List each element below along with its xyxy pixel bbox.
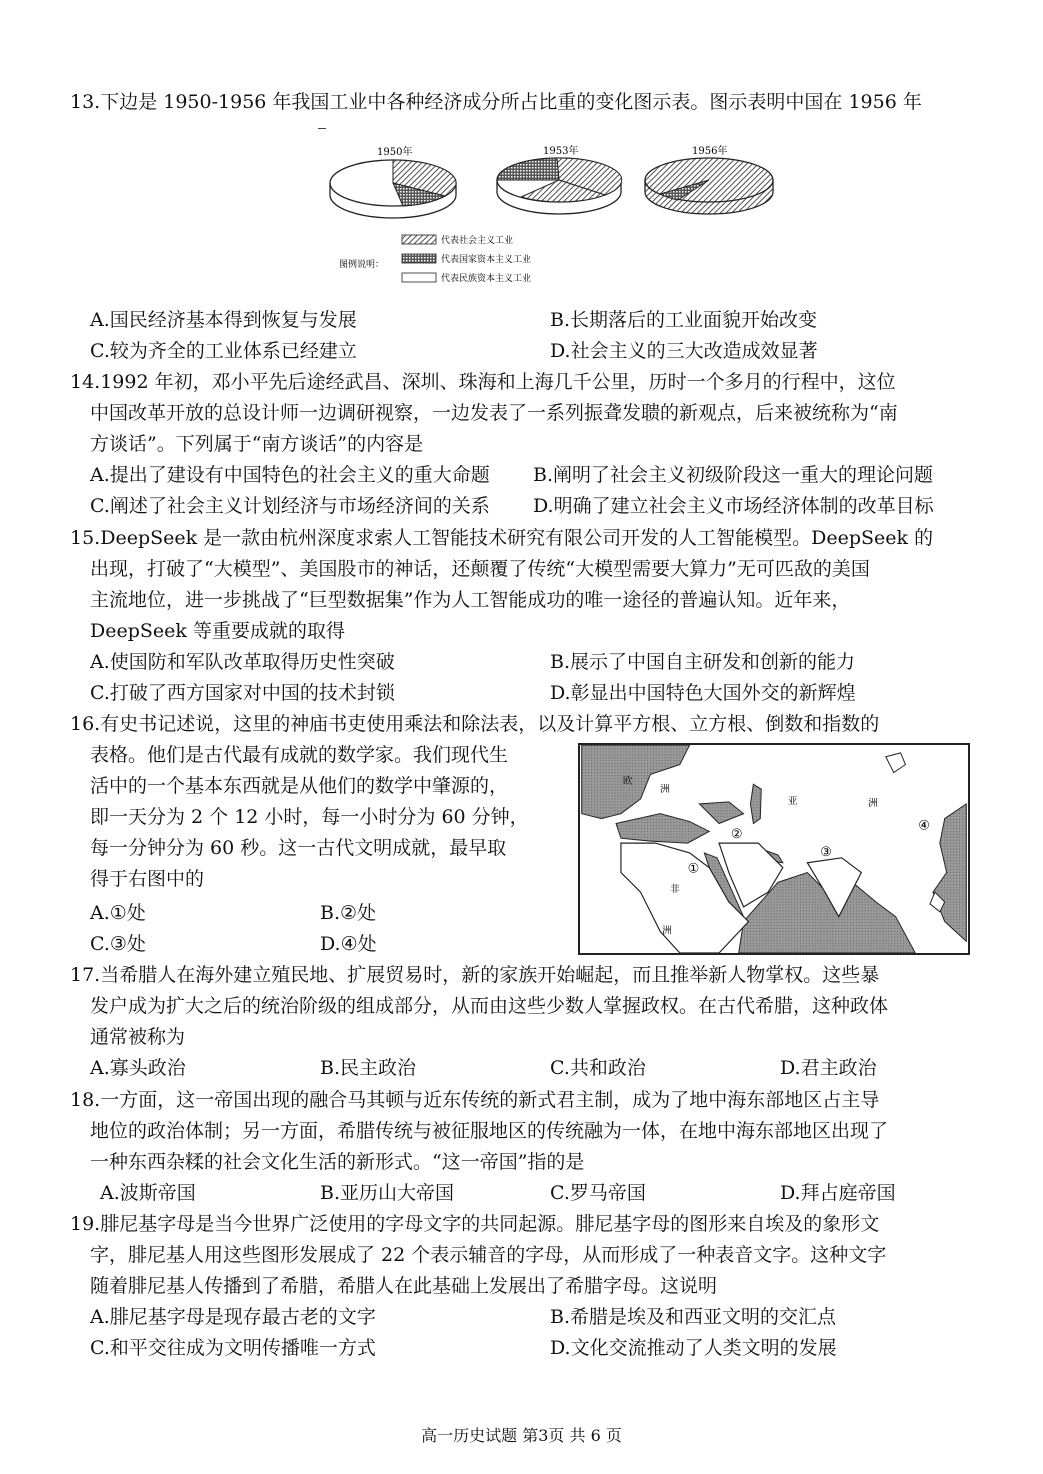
q17-stem-line: 17.当希腊人在海外建立殖民地、扩展贸易时，新的家族开始崛起，而且推举新人物掌权。这些暴 bbox=[70, 964, 880, 986]
q19-option-c[interactable]: C.和平交往成为文明传播唯一方式 bbox=[90, 1337, 376, 1359]
q19-option-d[interactable]: D.文化交流推动了人类文明的发展 bbox=[550, 1337, 837, 1359]
q14-option-a[interactable]: A.提出了建设有中国特色的社会主义的重大命题 bbox=[90, 464, 490, 486]
q13-option-b[interactable]: B.长期落后的工业面貌开始改变 bbox=[550, 309, 818, 331]
map-marker-1: ① bbox=[687, 861, 700, 877]
q17-option-d[interactable]: D.君主政治 bbox=[780, 1057, 877, 1079]
q14-stem-line: 中国改革开放的总设计师一边调研视察，一边发表了一系列振聋发聩的新观点，后来被统称为“南 bbox=[90, 402, 898, 424]
pie-1956-figure bbox=[640, 140, 780, 215]
page-footer: 高一历史试题 第3页 共 6 页 bbox=[421, 1426, 622, 1445]
q18-stem-line: 地位的政治体制；另一方面，希腊传统与被征服地区的传统融为一体，在地中海东部地区出现了 bbox=[90, 1120, 889, 1142]
q18-option-d[interactable]: D.拜占庭帝国 bbox=[780, 1182, 896, 1204]
q13-option-a[interactable]: A.国民经济基本得到恢复与发展 bbox=[90, 309, 357, 331]
q16-option-b[interactable]: B.②处 bbox=[320, 902, 377, 924]
q16-option-a[interactable]: A.①处 bbox=[90, 902, 146, 924]
q17-option-c[interactable]: C.共和政治 bbox=[550, 1057, 646, 1079]
map-label: 洲 bbox=[662, 925, 672, 937]
q15-stem-line: 出现，打破了“大模型”、美国股市的神话，还颠覆了传统“大模型需要大算力”无可匹敌的美国 bbox=[90, 558, 870, 580]
map-marker-2: ② bbox=[730, 827, 743, 843]
q16-stem-line: 得于右图中的 bbox=[90, 868, 205, 890]
legend-label: 代表国家资本主义工业 bbox=[441, 255, 532, 265]
map-label: 洲 bbox=[868, 797, 878, 809]
q19-stem-line: 字，腓尼基人用这些图形发展成了 22 个表示辅音的字母，从而形成了一种表音文字。这种文字 bbox=[90, 1244, 887, 1266]
q17-stem-line: 发户成为扩大之后的统治阶级的组成部分，从而由这些少数人掌握政权。在古代希腊，这种政体 bbox=[90, 995, 889, 1017]
q15-option-a[interactable]: A.使国防和军队改革取得历史性突破 bbox=[90, 651, 395, 673]
q15-stem-line: 15.DeepSeek 是一款由杭州深度求索人工智能技术研究有限公司开发的人工智能模型。DeepSeek 的 bbox=[70, 527, 934, 549]
q18-stem-line: 一种东西杂糅的社会文化生活的新形式。“这一帝国”指的是 bbox=[90, 1151, 585, 1173]
q18-option-a[interactable]: A.波斯帝国 bbox=[100, 1182, 196, 1204]
q16-stem-line: 即一天分为 2 个 12 小时，每一小时分为 60 分钟， bbox=[90, 806, 529, 828]
q18-option-b[interactable]: B.亚历山大帝国 bbox=[320, 1182, 455, 1204]
q16-stem-line: 每一分钟分为 60 秒。这一古代文明成就，最早取 bbox=[90, 837, 507, 859]
legend-label: 代表社会主义工业 bbox=[441, 236, 514, 246]
q16-stem-line: 表格。他们是古代最有成就的数学家。我们现代生 bbox=[90, 744, 509, 766]
q15-option-b[interactable]: B.展示了中国自主研发和创新的能力 bbox=[550, 651, 856, 673]
pie-1950 bbox=[330, 145, 456, 218]
q19-option-b[interactable]: B.希腊是埃及和西亚文明的交汇点 bbox=[550, 1306, 837, 1328]
legend-title: 图例说明： bbox=[339, 260, 385, 270]
map-marker-3: ③ bbox=[820, 844, 832, 860]
q19-stem-line: 19.腓尼基字母是当今世界广泛使用的字母文字的共同起源。腓尼基字母的图形来自埃及的象形文 bbox=[70, 1213, 880, 1235]
q13-option-d[interactable]: D.社会主义的三大改造成效显著 bbox=[550, 340, 818, 362]
q14-stem-line: 14.1992 年初，邓小平先后途经武昌、深圳、珠海和上海几千公里，历时一个多月的行程中，这位 bbox=[70, 371, 896, 393]
q15-stem-line: 主流地位，进一步挑战了“巨型数据集”作为人工智能成功的唯一途径的普遍认知。近年来， bbox=[90, 589, 851, 611]
pie-year-label: 1956年 bbox=[692, 146, 728, 157]
q16-option-d[interactable]: D.④处 bbox=[320, 933, 377, 955]
q18-stem-line: 18.一方面，这一帝国出现的融合马其顿与近东传统的新式君主制，成为了地中海东部地区占主导 bbox=[70, 1089, 880, 1111]
q14-option-d[interactable]: D.明确了建立社会主义市场经济体制的改革目标 bbox=[533, 495, 934, 517]
q13-option-c[interactable]: C.较为齐全的工业体系已经建立 bbox=[90, 340, 357, 362]
q15-stem-line: DeepSeek 等重要成就的取得 bbox=[90, 620, 345, 642]
q15-option-c[interactable]: C.打破了西方国家对中国的技术封锁 bbox=[90, 682, 395, 704]
world-map-figure bbox=[578, 743, 970, 955]
map-marker-4: ④ bbox=[918, 818, 930, 834]
pie-chart-figure bbox=[325, 140, 685, 290]
legend-label: 代表民族资本主义工业 bbox=[441, 274, 532, 284]
pie-year-label: 1950年 bbox=[377, 147, 413, 158]
q13-stem: 13.下边是 1950-1956 年我国工业中各种经济成分所占比重的变化图示表。图示表明中国在 1956 年 bbox=[70, 91, 922, 113]
q17-option-a[interactable]: A.寡头政治 bbox=[90, 1057, 186, 1079]
q14-option-c[interactable]: C.阐述了社会主义计划经济与市场经济间的关系 bbox=[90, 495, 490, 517]
q18-option-c[interactable]: C.罗马帝国 bbox=[550, 1182, 646, 1204]
q14-stem-line: 方谈话”。下列属于“南方谈话”的内容是 bbox=[90, 433, 424, 455]
q14-option-b[interactable]: B.阐明了社会主义初级阶段这一重大的理论问题 bbox=[533, 464, 934, 486]
pie-1953 bbox=[497, 144, 622, 214]
pie-year-label: 1953年 bbox=[543, 146, 579, 157]
q19-option-a[interactable]: A.腓尼基字母是现存最古老的文字 bbox=[90, 1306, 376, 1328]
q17-stem-line: 通常被称为 bbox=[90, 1026, 186, 1048]
map-label: 非 bbox=[670, 884, 680, 896]
q16-stem-line: 活中的一个基本东西就是从他们的数学中肇源的， bbox=[90, 775, 509, 797]
q19-stem-line: 随着腓尼基人传播到了希腊，希腊人在此基础上发展出了希腊字母。这说明 bbox=[90, 1275, 718, 1297]
stray-dash bbox=[318, 128, 326, 129]
q15-option-d[interactable]: D.彰显出中国特色大国外交的新辉煌 bbox=[550, 682, 856, 704]
q16-stem-line: 16.有史书记述说，这里的神庙书吏使用乘法和除法表，以及计算平方根、立方根、倒数和指数的 bbox=[70, 713, 880, 735]
q17-option-b[interactable]: B.民主政治 bbox=[320, 1057, 417, 1079]
map-label: 洲 bbox=[660, 784, 670, 796]
map-label: 亚 bbox=[787, 795, 798, 807]
q16-option-c[interactable]: C.③处 bbox=[90, 933, 146, 955]
pie-legend bbox=[339, 234, 531, 284]
map-label: 欧 bbox=[622, 776, 633, 788]
